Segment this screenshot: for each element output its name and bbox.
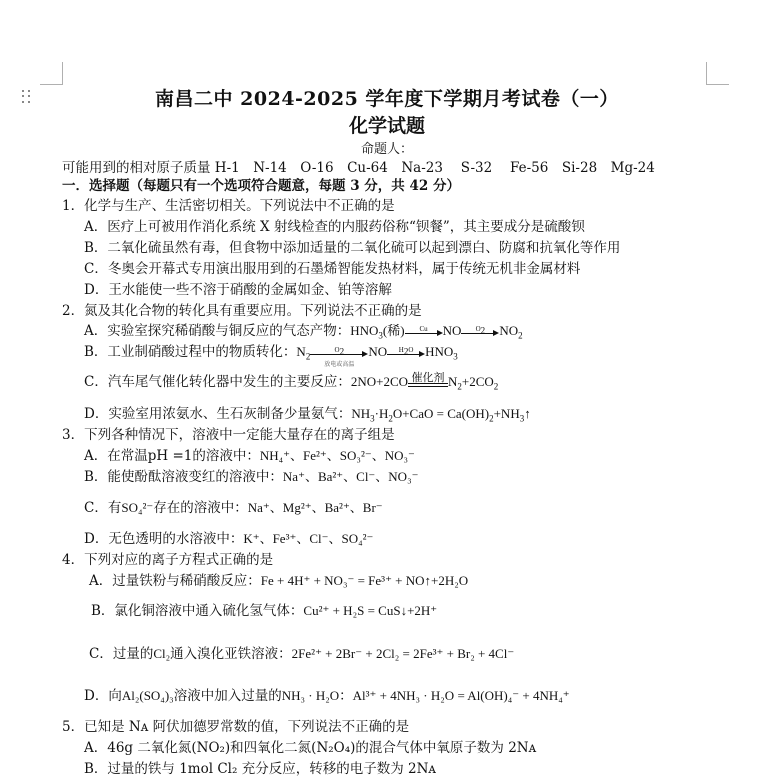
q1-option-c: C．冬奥会开幕式专用演出服用到的石墨烯智能发热材料，属于传统无机非金属材料: [84, 261, 581, 277]
q4-option-c: [89, 645, 514, 663]
q2-option-d: [84, 405, 531, 423]
q4-option-d: [84, 687, 570, 705]
q3-option-d: [84, 530, 373, 548]
q3-b-ions: Na⁺、Ba²⁺、Cl⁻、NO₃⁻: [282, 469, 419, 484]
q3-d-text: D．无色透明的水溶液中：: [84, 531, 244, 547]
q2-a-formula: $HNO_3$(稀) Cu NO $O_2$ $NO_2$: [350, 323, 523, 341]
q3-a-text: A．在常温pH =1的溶液中：: [84, 448, 260, 464]
q4-b-text: B．氯化铜溶液中通入硫化氢气体：: [91, 603, 304, 619]
q2-d-text: D．实验室用浓氨水、生石灰制备少量氨气：: [84, 406, 352, 422]
q3-option-a: [84, 447, 415, 465]
q4-d-text-2: 溶液中加入过量的: [173, 688, 282, 704]
reaction-arrow-icon: Cu: [405, 326, 443, 338]
q4-c-equation: 2Fe²⁺ + 2Br⁻ + 2Cl₂ = 2Fe³⁺ + Br₂ + 4Cl⁻: [291, 646, 515, 661]
q2-option-b: [84, 343, 458, 369]
q4-d-colon: ：: [339, 688, 353, 704]
reaction-arrow-icon: $H_2O$: [387, 347, 425, 359]
q4-d-equation: Al³⁺ + 4NH₃ · H₂O = Al(OH)₄⁻ + 4NH₄⁺: [352, 688, 570, 703]
q1-option-b: B．二氧化硫虽然有毒，但食物中添加适量的二氧化硫可以起到漂白、防腐和抗氧化等作用: [84, 240, 621, 256]
q3-stem: 3．下列各种情况下，溶液中一定能大量存在的离子组是: [62, 427, 395, 443]
q2-b-text: B．工业制硝酸过程中的物质转化：: [84, 344, 297, 360]
q4-c-text-2: 通入溴化亚铁溶液：: [170, 646, 292, 662]
q4-stem: 4．下列对应的离子方程式正确的是: [62, 552, 274, 568]
reaction-arrow-icon: $O_2$ 放电或高温: [310, 347, 368, 359]
q1-stem: 1．化学与生产、生活密切相关。下列说法中不正确的是: [62, 198, 395, 214]
q4-d-nh3h2o: NH₃ · H₂O: [281, 688, 340, 703]
q4-c-text-1: C．过量的: [89, 646, 154, 662]
exam-title: 南昌二中 2024-2025 学年度下学期月考试卷（一）: [155, 88, 619, 110]
q1-option-d: D．王水能使一些不溶于硝酸的金属如金、铂等溶解: [84, 282, 392, 298]
q5-option-b: B．过量的铁与 1mol Cl₂ 充分反应，转移的电子数为 2Nᴀ: [84, 761, 437, 777]
q4-option-a: [89, 572, 468, 590]
q3-c-text-1: C．有: [84, 500, 122, 516]
q5-stem: 5．已知是 Nᴀ 阿伏加德罗常数的值，下列说法不正确的是: [62, 719, 410, 735]
atomic-mass-line: 可能用到的相对原子质量 H-1 N-14 O-16 Cu-64 Na-23 S-32 Fe-56 Si-28 Mg-24: [62, 160, 655, 176]
q5-option-a: A．46g 二氧化氮(NO₂)和四氧化二氮(N₂O₄)的混合气体中氧原子数为 2Nᴀ: [84, 740, 537, 756]
q2-a-text: A．实验室探究稀硝酸与铜反应的气态产物：: [84, 323, 351, 339]
q3-c-so4: SO₄²⁻: [121, 500, 154, 515]
q4-d-text-1: D．向: [84, 688, 122, 704]
section-heading: 一．选择题（每题只有一个选项符合题意，每题 3 分，共 42 分）: [62, 178, 460, 194]
q2-b-formula: $N_2$ $O_2$ 放电或高温 NO $H_2O$ $HNO_3$: [296, 344, 458, 369]
q3-option-c: [84, 499, 383, 517]
equilibrium-sign-icon: 催化剂: [408, 377, 448, 389]
q2-d-formula: $NH_3\cdot H_2O+CaO$ = $Ca(OH)_2+NH_3↑$: [351, 406, 531, 424]
q2-stem: 2．氮及其化合物的转化具有重要应用。下列说法不正确的是: [62, 303, 422, 319]
q3-a-ions: NH₄⁺、Fe²⁺、SO₃²⁻、NO₃⁻: [259, 448, 415, 463]
q3-option-b: [84, 468, 418, 486]
q3-c-ions: Na⁺、Mg²⁺、Ba²⁺、Br⁻: [247, 500, 383, 515]
q1-option-a: A．医疗上可被用作消化系统 X 射线检查的内服药俗称“钡餐”，其主要成分是硫酸钡: [84, 219, 585, 235]
q2-c-formula: 2NO+2CO 催化剂 $N_2+2CO_2$: [350, 372, 499, 392]
author-label: 命题人：: [360, 142, 413, 157]
page-corner-mark-top-left: [40, 62, 63, 85]
reaction-arrow-icon: $O_2$: [461, 326, 499, 338]
page-corner-mark-top-right: [706, 62, 729, 85]
q2-c-text: C．汽车尾气催化转化器中发生的主要反应：: [84, 374, 351, 390]
q3-d-ions: K⁺、Fe³⁺、Cl⁻、SO₄²⁻: [243, 531, 374, 546]
q4-a-equation: Fe + 4H⁺ + NO₃⁻ = Fe³⁺ + NO↑+2H₂O: [260, 573, 469, 588]
q3-b-text: B．能使酚酞溶液变红的溶液中：: [84, 469, 283, 485]
q2-option-c: [84, 373, 498, 391]
q3-c-text-2: 存在的溶液中：: [153, 500, 248, 516]
exam-subtitle: 化学试题: [348, 115, 425, 137]
q4-option-b: [91, 602, 437, 620]
q4-a-text: A．过量铁粉与稀硝酸反应：: [89, 573, 261, 589]
q4-b-equation: Cu²⁺ + H₂S = CuS↓+2H⁺: [303, 603, 438, 618]
q4-d-al2so43: Al₂(SO₄)₃: [121, 688, 174, 703]
q2-option-a: [84, 322, 523, 340]
q4-c-cl2: Cl₂: [153, 646, 171, 661]
